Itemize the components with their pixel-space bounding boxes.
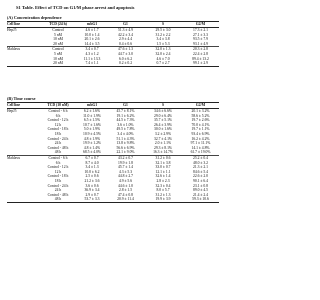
- subg1-value: 4.8 ± 1.4%: [83, 145, 101, 150]
- subg1-value: 7.4 ± 1.1: [77, 61, 107, 66]
- g1-value: 49.5 ± 7.8%: [116, 127, 135, 132]
- g2m-value: 27.1 ± 3.3: [193, 32, 208, 37]
- s-value: 32.0 ± 2.4: [155, 51, 171, 56]
- s-value: 3.2 ± 2.9%: [154, 131, 172, 136]
- treatment: Control - 24 h: [47, 183, 69, 188]
- g1-value: 51.3 ± 4.9: [118, 28, 133, 32]
- section-b-label: (B) Time course: [7, 96, 36, 101]
- g1-value: 22.1 ± 9.0%: [107, 150, 144, 155]
- subg1-value: 11.0 ± 1.9%: [83, 113, 101, 118]
- g2m-value: 89.4 ± 13.2: [192, 56, 209, 61]
- treatment: Control - 6 h: [48, 109, 68, 113]
- g2m-value: 20.3 ± 2.8: [193, 47, 208, 52]
- s-value: 19.9 ± 3.9: [144, 197, 182, 202]
- treatment: 48 h: [39, 150, 77, 155]
- g2m-value: 70.0 ± 4.1%: [191, 122, 210, 127]
- g2m-value: 48.0 ± 3.2: [193, 160, 208, 165]
- cell-line: HepJ5: [7, 109, 17, 113]
- s-value: 8.0 ± 5.7: [156, 188, 170, 193]
- col-header-treatment: TCD (10 nM): [39, 103, 77, 109]
- s-value: 32.1 ± 3.8: [155, 160, 171, 165]
- g1-value: 47.4 ± 0.8: [118, 192, 133, 197]
- g1-value: 45.7 ± 8.1%: [116, 109, 135, 113]
- g2m-value: 93.1 ± 4.9: [182, 42, 219, 47]
- g1-value: 20.9 ± 11.4: [107, 197, 144, 202]
- subg1-value: 10.9 ± 4.5%: [82, 131, 101, 136]
- subg1-value: 20.1 ± 2.6: [84, 37, 100, 42]
- g1-value: 44.6 ± 1.0: [118, 183, 133, 188]
- s-value: 4.6 ± 7.0: [156, 56, 170, 61]
- subg1-value: 4.3 ± 1.2: [85, 51, 99, 56]
- s-value: 32.0 ± 1.3: [155, 47, 171, 52]
- g2m-value: 19.7 ± 1.1%: [191, 127, 210, 132]
- subg1-value: 10.0 ± 1.4: [84, 32, 100, 37]
- table-row: [7, 197, 219, 202]
- subg1-value: 11.1 ± 13.3: [83, 56, 101, 61]
- col-header-s: S: [144, 22, 182, 28]
- g1-value: 0.2 ± 0.2: [107, 61, 144, 66]
- cell-line: Mahlavu: [7, 155, 21, 160]
- treatment: 10 nM: [53, 56, 63, 61]
- treatment: Control - 12 h: [47, 165, 69, 170]
- treatment: 20 nM: [39, 42, 77, 47]
- treatment: 5 nM: [54, 32, 62, 37]
- subg1-value: 2.5 ± 0.6: [85, 174, 99, 179]
- subg1-value: 3.4 ± 0.7: [85, 47, 99, 52]
- subg1-value: 4.8 ± 1.9%: [83, 136, 101, 141]
- s-value: 34.6 ± 6.6%: [153, 109, 172, 113]
- treatment: 5 nM: [54, 51, 62, 56]
- section-a-label: (A) Concentration dependence: [7, 15, 62, 20]
- col-header-g1: G1: [107, 103, 144, 109]
- subg1-value: 3.6 ± 0.6: [85, 183, 99, 188]
- treatment: Control - 18 h: [47, 127, 69, 132]
- g1-value: 47.6 ± 1.3: [118, 47, 133, 52]
- g2m-value: 22.4 ± 2.8: [193, 51, 208, 56]
- s-value: 31.2 ± 0.6: [155, 155, 171, 160]
- g1-value: 13.8 ± 9.8%: [116, 141, 135, 146]
- s-value: 35.7 ± 5.1%: [153, 118, 172, 123]
- treatment: Control - 24 h: [47, 136, 69, 141]
- s-value: 2.8 ± 2.3: [156, 178, 170, 183]
- g1-value: 3.6 ± 1.0%: [117, 122, 134, 127]
- table-title: S1 Table. Effect of TCD on G1/M phase arrest and apoptosis: [16, 5, 135, 10]
- g1-value: 6.0 ± 6.2: [118, 56, 133, 61]
- treatment: Control - 6 h: [48, 155, 68, 160]
- s-value: 33.0 ± 0.7: [155, 165, 171, 170]
- s-value: 2.0 ± 1.1%: [154, 141, 172, 146]
- g2m-value: 22.6 ± 2.0: [193, 174, 208, 179]
- col-header-g2m: G2/M: [182, 103, 219, 109]
- col-header-g1: G1: [107, 22, 144, 28]
- col-header-subg1: subG1: [77, 103, 107, 109]
- time-course-table: [7, 102, 219, 203]
- col-header-treatment: TCD (24 h): [39, 22, 77, 28]
- g1-value: 44.7 ± 3.0: [118, 51, 133, 56]
- subg1-value: 14.4 ± 3.5: [77, 42, 107, 47]
- g2m-value: 21.4 ± 2.4: [193, 192, 208, 197]
- g2m-value: 23.1 ± 0.8: [193, 183, 208, 188]
- treatment: Control - 48 h: [47, 192, 69, 197]
- treatment: 24 h: [54, 188, 62, 193]
- subg1-value: 10.7 ± 1.6%: [82, 122, 101, 127]
- s-value: 16.3 ± 14.7%: [144, 150, 182, 155]
- s-value: 12.1 ± 1.1: [155, 169, 171, 174]
- s-value: 0.7 ± 2.7: [144, 61, 182, 66]
- s-value: 3.4 ± 3.8: [156, 37, 170, 42]
- g1-value: 0.4 ± 0.6: [107, 42, 144, 47]
- g1-value: 51.1 ± 4.3%: [116, 136, 135, 141]
- g2m-value: 14.1 ± 4.8%: [191, 145, 210, 150]
- subg1-value: 36.9 ± 3.4: [84, 188, 100, 193]
- treatment: 12 h: [54, 122, 62, 127]
- subg1-value: 5.0 ± 1.9%: [83, 127, 101, 132]
- treatment: 20 nM: [39, 61, 77, 66]
- g2m-value: 17.3 ± 2.1: [193, 28, 208, 32]
- g1-value: 44.5 ± 7.3%: [116, 118, 135, 123]
- g2m-value: 59.3 ± 10.6: [182, 197, 219, 202]
- col-header-s: S: [144, 103, 182, 109]
- concentration-table: [7, 21, 219, 67]
- treatment: 10 nM: [53, 37, 63, 42]
- g1-value: 3.4 ± 4.0%: [117, 131, 134, 136]
- col-header-cell-line: Cell line: [7, 103, 39, 109]
- subg1-value: 8.7 ± 4.0: [85, 160, 99, 165]
- g1-value: 44.8 ± 2.7: [118, 174, 133, 179]
- g1-value: 19.9 ± 1.8: [118, 160, 133, 165]
- subg1-value: 2.9 ± 0.7: [85, 192, 99, 197]
- g2m-value: 89.0 ± 4.5: [193, 188, 208, 193]
- s-value: 31.2 ± 2.2: [155, 32, 171, 37]
- g2m-value: 93.4 ± 6.9%: [191, 131, 210, 136]
- g2m-value: 16.2 ± 4.2%: [191, 136, 210, 141]
- subg1-value: 6.7 ± 0.7: [85, 155, 99, 160]
- subg1-value: 53.7 ± 3.3: [77, 197, 107, 202]
- treatment: Control: [52, 47, 64, 52]
- g2m-value: 97.1 ± 11.1%: [190, 141, 211, 146]
- treatment: Control: [52, 28, 64, 32]
- subg1-value: 21.2 ± 3.6: [84, 178, 100, 183]
- g1-value: 56.6 ± 6.9%: [116, 145, 135, 150]
- g2m-value: 20.1 ± 3.2%: [191, 109, 210, 113]
- treatment: 6 h: [55, 160, 61, 165]
- treatment: Control - 12 h: [47, 118, 69, 123]
- g2m-value: 93.5 ± 7.9: [193, 37, 208, 42]
- s-value: 29.3 ± 8.1%: [153, 145, 172, 150]
- subg1-value: 68.5 ± 4.0%: [77, 150, 107, 155]
- g2m-value: 25.2 ± 0.4: [193, 155, 208, 160]
- g1-value: 42.2 ± 3.4: [118, 32, 133, 37]
- s-value: 31.2 ± 1.3: [155, 192, 171, 197]
- subg1-value: 6.2 ± 1.6%: [83, 109, 101, 113]
- s-value: 1.5 ± 5.3: [144, 42, 182, 47]
- treatment: 18 h: [54, 178, 62, 183]
- col-header-g2m: G2/M: [182, 22, 219, 28]
- subg1-value: 4.6 ± 1.7: [85, 28, 99, 32]
- g1-value: 4.9 ± 5.6: [118, 178, 133, 183]
- cell-line: HepJ5: [7, 28, 17, 32]
- subg1-value: 19.9 ± 1.2%: [82, 141, 101, 146]
- g2m-value: 99.1 ± 2.9: [182, 61, 219, 66]
- g2m-value: 19.7 ± 2.6%: [191, 118, 210, 123]
- col-header-cell-line: Cell line: [7, 22, 39, 28]
- g1-value: 43.2 ± 0.7: [118, 155, 133, 160]
- treatment: 12 h: [54, 169, 62, 174]
- subg1-value: 6.5 ± 1.5%: [83, 118, 101, 123]
- g1-value: 2.8 ± 1.5: [118, 188, 133, 193]
- subg1-value: 10.0 ± 6.2: [84, 169, 100, 174]
- treatment: 48 h: [39, 197, 77, 202]
- treatment: Control - 48 h: [47, 145, 69, 150]
- cell-line: [7, 197, 39, 202]
- s-value: 30.0 ± 1.6%: [153, 127, 172, 132]
- s-value: 32.7 ± 4.1%: [153, 136, 172, 141]
- s-value: 29.0 ± 6.4%: [153, 113, 172, 118]
- treatment: Control - 18 h: [47, 174, 69, 179]
- col-header-subg1: subG1: [77, 22, 107, 28]
- s-value: 32.3 ± 0.4: [155, 183, 171, 188]
- cell-line: Mahlavu: [7, 47, 21, 52]
- subg1-value: 3.4 ± 1.3: [85, 165, 99, 170]
- table-row: [7, 61, 219, 66]
- g2m-value: 90.1 ± 6.4: [193, 178, 208, 183]
- s-value: 29.5 ± 3.0: [155, 28, 171, 32]
- treatment: 18 h: [54, 131, 62, 136]
- g2m-value: 21.3 ± 2.1: [193, 165, 208, 170]
- g1-value: 2.9 ± 4.4: [118, 37, 133, 42]
- s-value: 32.6 ± 1.4: [155, 174, 171, 179]
- g1-value: 19.1 ± 6.2%: [116, 113, 135, 118]
- cell-line: [7, 61, 39, 66]
- g1-value: 4.3 ± 5.3: [118, 169, 133, 174]
- g1-value: 45.7 ± 1.4: [118, 165, 133, 170]
- g2m-value: 84.6 ± 5.4: [193, 169, 208, 174]
- s-value: 26.4 ± 3.9%: [153, 122, 172, 127]
- g2m-value: 61.7 ± 19.0%: [182, 150, 219, 155]
- treatment: 6 h: [55, 113, 61, 118]
- treatment: 24 h: [54, 141, 62, 146]
- g2m-value: 58.6 ± 5.2%: [191, 113, 210, 118]
